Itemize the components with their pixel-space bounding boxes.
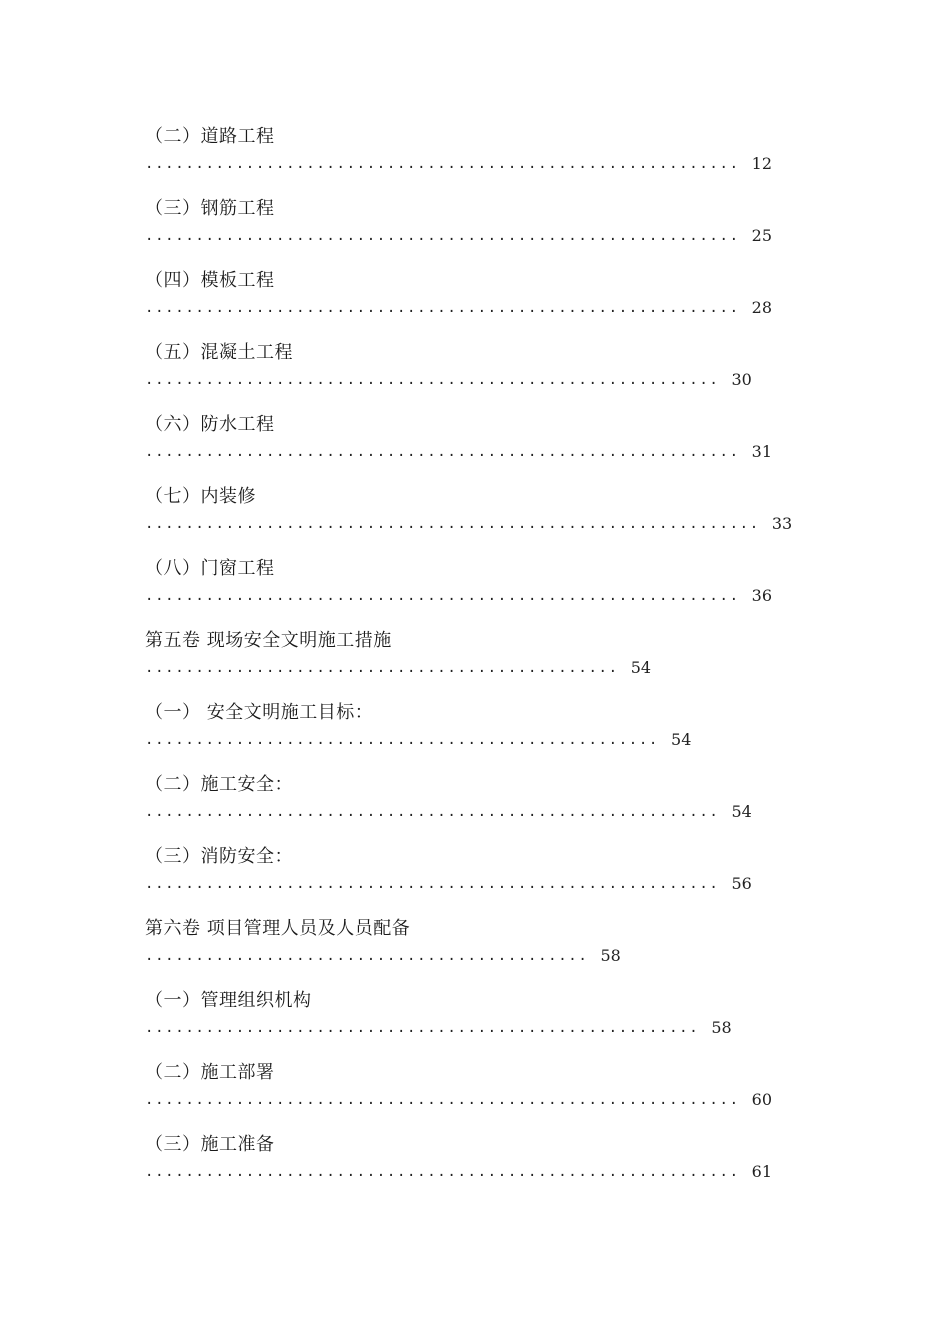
toc-entry-title: （四）模板工程 [145, 270, 275, 291]
toc-entry-title: 第六卷 项目管理人员及人员配备 [145, 918, 411, 939]
toc-entry-page-number: 36 [751, 586, 773, 605]
dot-leader: ........................................................... [145, 300, 740, 316]
toc-entry-title: （六）防水工程 [145, 414, 275, 435]
toc-entry[interactable] [145, 1060, 845, 1132]
toc-entry[interactable] [145, 268, 845, 340]
toc-entry-leader-line [145, 656, 651, 680]
toc-entry-leader-line [145, 440, 772, 464]
toc-entry-title: （三）施工准备 [145, 1134, 275, 1155]
toc-entry[interactable] [145, 124, 845, 196]
toc-entry-title: （五）混凝土工程 [145, 342, 293, 363]
dot-leader: ......................................................... [145, 372, 720, 388]
toc-entry-page-number: 60 [751, 1090, 773, 1109]
toc-entry-page-number: 54 [630, 658, 652, 677]
toc-entry[interactable] [145, 988, 845, 1060]
dot-leader: ............................................... [145, 660, 619, 676]
table-of-contents [145, 124, 845, 1204]
toc-entry-title: （二）施工部署 [145, 1062, 275, 1083]
toc-entry-title: （三）钢筋工程 [145, 198, 275, 219]
toc-entry-page-number: 25 [751, 226, 773, 245]
dot-leader: ........................................................... [145, 588, 740, 604]
toc-entry-title: （一）管理组织机构 [145, 990, 312, 1011]
toc-entry-leader-line [145, 368, 752, 392]
dot-leader: ......................................................... [145, 876, 720, 892]
dot-leader: ........................................................... [145, 156, 740, 172]
toc-entry-leader-line [145, 800, 752, 824]
toc-entry-leader-line [145, 1160, 772, 1184]
toc-entry-page-number: 61 [751, 1162, 773, 1181]
toc-entry[interactable] [145, 340, 845, 412]
toc-entry-page-number: 54 [731, 802, 752, 821]
toc-entry-leader-line [145, 1016, 732, 1040]
dot-leader: ............................................................. [145, 516, 760, 532]
toc-entry[interactable] [145, 196, 845, 268]
dot-leader: ................................................... [145, 732, 660, 748]
dot-leader: ........................................................... [145, 228, 740, 244]
toc-entry-title: （二）施工安全： [145, 774, 293, 795]
toc-entry-title: （三）消防安全： [145, 846, 293, 867]
dot-leader: ............................................ [145, 948, 589, 964]
toc-entry-page-number: 33 [771, 514, 793, 533]
toc-entry-leader-line [145, 152, 772, 176]
toc-entry-leader-line [145, 728, 691, 752]
toc-entry-title: 第五卷 现场安全文明施工措施 [145, 630, 392, 651]
toc-entry-leader-line [145, 944, 621, 968]
toc-entry-leader-line [145, 1088, 772, 1112]
dot-leader: ....................................................... [145, 1020, 700, 1036]
toc-entry-page-number: 58 [711, 1018, 732, 1037]
toc-entry-title: （一） 安全文明施工目标： [145, 702, 374, 723]
dot-leader: ........................................................... [145, 444, 740, 460]
dot-leader: ........................................................... [145, 1092, 740, 1108]
toc-entry[interactable] [145, 628, 845, 700]
toc-entry-page-number: 54 [671, 730, 692, 749]
toc-entry-leader-line [145, 296, 772, 320]
toc-entry-leader-line [145, 872, 752, 896]
toc-entry[interactable] [145, 412, 845, 484]
dot-leader: ........................................................... [145, 1164, 740, 1180]
toc-entry-page-number: 31 [751, 442, 773, 461]
toc-entry[interactable] [145, 556, 845, 628]
toc-entry-leader-line [145, 512, 792, 536]
toc-entry[interactable] [145, 916, 845, 988]
toc-entry-page-number: 28 [751, 298, 773, 317]
toc-entry-leader-line [145, 584, 772, 608]
toc-entry-page-number: 30 [731, 370, 752, 389]
toc-entry[interactable] [145, 844, 845, 916]
toc-entry-page-number: 58 [600, 946, 621, 965]
toc-entry[interactable] [145, 1132, 845, 1204]
dot-leader: ......................................................... [145, 804, 720, 820]
toc-entry-title: （二）道路工程 [145, 126, 275, 147]
toc-entry[interactable] [145, 700, 845, 772]
toc-entry-leader-line [145, 224, 772, 248]
toc-entry-page-number: 12 [751, 154, 773, 173]
toc-entry[interactable] [145, 772, 845, 844]
toc-entry[interactable] [145, 484, 845, 556]
toc-entry-title: （七）内装修 [145, 486, 256, 507]
toc-entry-page-number: 56 [731, 874, 752, 893]
toc-entry-title: （八）门窗工程 [145, 558, 275, 579]
